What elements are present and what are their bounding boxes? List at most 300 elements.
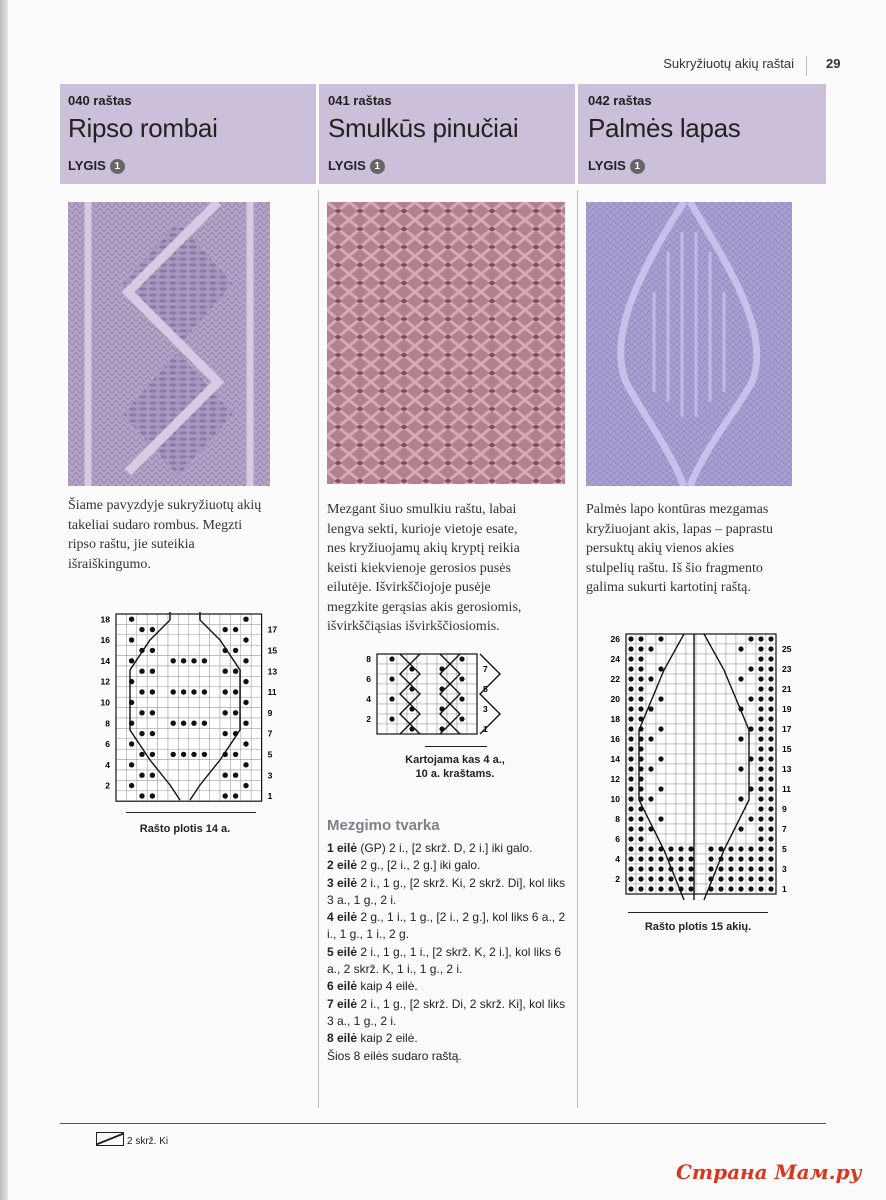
chart-cell [189,614,199,624]
chart-cell [716,634,726,644]
purl-dot [638,826,643,831]
step-text: Šios 8 eilės sudaro raštą. [327,1048,462,1063]
purl-dot [748,856,753,861]
purl-dot [150,627,155,632]
purl-dot [758,776,763,781]
chart-cell [646,834,656,844]
purl-dot [222,710,227,715]
purl-dot [738,766,743,771]
chart-cell [676,774,686,784]
chart-cell [676,814,686,824]
chart-cell [676,734,686,744]
purl-dot [768,746,773,751]
purl-dot [638,676,643,681]
row-number: 13 [782,764,792,774]
chart-cell [251,666,261,676]
chart-cell [656,654,666,664]
chart-cell [716,804,726,814]
chart-cell [189,635,199,645]
chart-cell [666,814,676,824]
purl-dot [758,826,763,831]
chart-cell [377,724,387,734]
chart-cell [716,774,726,784]
purl-dot [233,689,238,694]
chart-cell [158,760,168,770]
purl-dot [658,856,663,861]
chart-cell [251,676,261,686]
purl-dot [222,793,227,798]
chart-cell [210,645,220,655]
chart-cell [656,824,666,834]
row-number: 24 [610,654,620,664]
purl-dot [150,689,155,694]
chart-cell [726,754,736,764]
purl-dot [191,658,196,663]
instruction-step [327,840,572,857]
chart-cell [210,791,220,801]
level-label: LYGIS [68,158,106,173]
purl-dot [139,689,144,694]
chart-cell [696,764,706,774]
chart-cell [210,614,220,624]
chart-grid [101,614,278,801]
chart-cell [666,674,676,684]
chart-cell [746,734,756,744]
chart-cell [210,749,220,759]
chart-cell [168,728,178,738]
purl-dot [628,666,633,671]
purl-dot [768,836,773,841]
chart-cell [746,764,756,774]
chart-cell [137,614,147,624]
chart-cell [116,718,126,728]
chart-cell [158,676,168,686]
purl-dot [648,856,653,861]
chart-cell [706,664,716,674]
instruction-step [327,996,572,1031]
chart-cell [137,760,147,770]
chart-cell [168,635,178,645]
chart-cell [726,724,736,734]
purl-dot [648,646,653,651]
chart-cell [116,624,126,634]
chart-cell [158,739,168,749]
chart-cell [666,734,676,744]
purl-dot [243,616,248,621]
chart-cell [696,674,706,684]
row-number: 7 [267,728,273,739]
purl-dot [758,696,763,701]
purl-dot [628,816,633,821]
purl-dot [191,689,196,694]
purl-dot [768,806,773,811]
purl-dot [658,636,663,641]
chart-cell [116,708,126,718]
chart-cell [199,760,209,770]
chart-cell [158,635,168,645]
row-number: 5 [267,749,273,760]
instruction-step [327,978,572,995]
purl-dot [233,752,238,757]
chart-cell [427,674,437,684]
description-line: stulpelių raštu. Iš šio fragmento [586,560,763,576]
description-line: galima sukurti kartotinį raštą. [586,580,751,595]
instruction-step [327,857,572,874]
purl-dot [758,876,763,881]
chart-cell [230,760,240,770]
chart-cell [116,739,126,749]
chart-cell [241,770,251,780]
chart-cell [158,656,168,666]
step-label: 2 eilė [327,858,358,873]
purl-dot [758,786,763,791]
purl-dot [233,668,238,673]
page-spine [0,0,8,1200]
purl-dot [628,736,633,741]
description-line: Šiame pavyzdyje sukryžiuotų akių [68,498,262,513]
purl-dot [748,886,753,891]
chart-cell [706,694,716,704]
row-number: 4 [105,759,110,770]
chart-cell [251,760,261,770]
chart-cell [158,708,168,718]
chart-cell [377,664,387,674]
purl-dot [768,696,773,701]
chart-cell [178,645,188,655]
purl-dot [768,816,773,821]
chart-cell [158,697,168,707]
chart-cell [646,754,656,764]
chart-cell [178,676,188,686]
chart-cell [726,804,736,814]
column-divider [577,190,578,1108]
chart-cell [726,784,736,794]
chart-cell [387,704,397,714]
chart-cell [199,791,209,801]
chart-cell [168,739,178,749]
chart-cell [746,654,756,664]
chart-cell [706,714,716,724]
chart-cell [726,774,736,784]
purl-dot [459,696,464,701]
purl-dot [748,696,753,701]
description-line: Mezgant šiuo smulkiu raštu, labai [327,502,517,517]
symbol-legend [96,1132,168,1147]
chart-cell [676,824,686,834]
chart-cell [158,749,168,759]
purl-dot [628,876,633,881]
description-line: kryžiuojant akis, lapas – paprastu [586,521,774,537]
chart-cell [656,734,666,744]
chart-cell [746,644,756,654]
purl-dot [768,666,773,671]
purl-dot [628,726,633,731]
chart-cell [427,724,437,734]
chart-cell [696,774,706,784]
purl-dot [678,856,683,861]
purl-dot [638,886,643,891]
cross-symbol-icon [96,1132,124,1146]
purl-dot [181,752,186,757]
chart-cell [147,718,157,728]
chart-cell [126,749,136,759]
purl-dot [658,876,663,881]
chart-cell [189,770,199,780]
chart-cell [736,634,746,644]
chart-cell [696,884,706,894]
knit-photo-042 [586,202,792,486]
purl-dot [233,710,238,715]
row-number: 3 [782,864,787,874]
purl-dot [139,627,144,632]
purl-dot [170,752,175,757]
stitch-chart-040 [90,610,290,810]
caption-line: Rašto plotis 14 a. [139,823,231,835]
chart-cell [666,684,676,694]
chart-cell [726,664,736,674]
purl-dot [768,766,773,771]
step-text: 2 i., 1 g., 1 i., [2 skrž. K, 2 i.], kol liks 6 a., 2 skrž. K, 1 i., 1 g., 2 i. [327,944,562,977]
chart-cell [126,791,136,801]
purl-dot [638,816,643,821]
purl-dot [708,846,713,851]
chart-cell [676,794,686,804]
purl-dot [150,772,155,777]
chart-cell [736,684,746,694]
chart-cell [736,724,746,734]
chart-cell [199,708,209,718]
purl-dot [758,636,763,641]
chart-cell [199,645,209,655]
chart-cell [716,714,726,724]
purl-dot [648,876,653,881]
chart-cell [241,728,251,738]
purl-dot [202,720,207,725]
row-number: 1 [267,791,273,802]
chart-cell [726,764,736,774]
chart-cell [178,739,188,749]
row-number: 13 [267,666,278,677]
legend-label: 2 skrž. Ki [127,1136,169,1147]
chart-cell [147,656,157,666]
row-number: 11 [267,687,277,698]
chart-cell [377,694,387,704]
purl-dot [150,793,155,798]
purl-dot [139,752,144,757]
chart-cell [467,654,477,664]
purl-dot [768,706,773,711]
row-number: 26 [610,634,620,644]
step-text: kaip 4 eilė. [357,979,418,994]
purl-dot [648,886,653,891]
chart-cell [251,635,261,645]
chart-cell [220,697,230,707]
purl-dot [738,846,743,851]
description-line: Palmės lapo kontūras mezgamas [586,502,769,517]
chart-cell [656,744,666,754]
purl-dot [728,866,733,871]
purl-dot [139,772,144,777]
purl-dot [758,646,763,651]
chart-cell [251,780,261,790]
purl-dot [628,686,633,691]
purl-dot [459,656,464,661]
chart-cell [696,864,706,874]
chart-cell [676,714,686,724]
purl-dot [150,648,155,653]
purl-dot [728,886,733,891]
chart-cell [726,714,736,724]
chart-cell [126,708,136,718]
chart-cell [706,804,716,814]
chart-cell [656,764,666,774]
chart-cell [147,780,157,790]
chart-cell [116,770,126,780]
row-number: 7 [782,824,787,834]
purl-dot [708,866,713,871]
purl-dot [233,772,238,777]
chart-cell [666,724,676,734]
step-text: 2 g., 1 i., 1 g., [2 i., 2 g.], kol liks 6 a., 2 i., 1 g., 1 i., 2 g. [327,910,566,942]
purl-dot [243,783,248,788]
purl-dot [758,856,763,861]
purl-dot [648,676,653,681]
purl-dot [758,766,763,771]
chart-cell [126,645,136,655]
chart-cell [116,791,126,801]
description-line: megzkite gerąsias akis gerosiomis, [327,599,522,615]
chart-cell [696,744,706,754]
chart-cell [726,794,736,804]
purl-dot [688,876,693,881]
row-number: 10 [100,697,110,708]
purl-dot [638,706,643,711]
chart-cell [116,676,126,686]
chart-cell [230,697,240,707]
purl-dot [758,796,763,801]
chart-cell [241,624,251,634]
purl-dot [233,793,238,798]
chart-cell [168,666,178,676]
chart-cell [696,734,706,744]
chart-cell [189,739,199,749]
purl-dot [768,826,773,831]
purl-dot [768,866,773,871]
chart-cell [230,780,240,790]
chart-cell [646,654,656,664]
purl-dot [243,637,248,642]
chart-cell [706,784,716,794]
chart-cell [158,624,168,634]
chart-cell [646,744,656,754]
purl-dot [222,689,227,694]
level-indicator-040 [68,158,125,174]
purl-dot [658,756,663,761]
chart-cell [158,780,168,790]
row-number: 11 [782,784,791,794]
stitch-chart-042 [604,630,804,920]
purl-dot [768,756,773,761]
purl-dot [459,676,464,681]
purl-dot [688,846,693,851]
footer-rule [60,1123,826,1124]
chart-cell [199,614,209,624]
purl-dot [628,886,633,891]
purl-dot [150,752,155,757]
chart-cell [116,728,126,738]
chart-cell [210,728,220,738]
purl-dot [628,846,633,851]
instructions-list [327,840,572,1065]
chart-cell [199,666,209,676]
row-number: 6 [366,674,371,684]
chart-cell [666,714,676,724]
purl-dot [758,836,763,841]
purl-dot [648,796,653,801]
chart-cell [676,674,686,684]
chart-cell [158,728,168,738]
chart-cell [646,664,656,674]
chart-cell [210,624,220,634]
purl-dot [758,816,763,821]
chart-cell [716,694,726,704]
purl-dot [648,866,653,871]
purl-dot [758,756,763,761]
chart-cell [251,718,261,728]
chart-cell [706,764,716,774]
chart-cell [168,770,178,780]
purl-dot [628,866,633,871]
purl-dot [668,876,673,881]
purl-dot [222,772,227,777]
step-label: 6 eilė [327,979,358,994]
purl-dot [181,689,186,694]
purl-dot [738,876,743,881]
row-number: 18 [610,714,620,724]
purl-dot [768,646,773,651]
chart-cell [178,624,188,634]
chart-cell [199,728,209,738]
chart-cell [716,784,726,794]
chart-cell [736,834,746,844]
purl-dot [648,766,653,771]
purl-dot [748,846,753,851]
width-arrow [126,812,256,813]
chart-cell [656,794,666,804]
chart-cell [656,644,666,654]
chart-cell [199,697,209,707]
description-line: ripso raštu, jie suteikia [68,537,195,552]
chart-cell [168,624,178,634]
instructions-title: Mezgimo tvarka [327,817,440,834]
chart-cell [716,754,726,764]
purl-dot [202,658,207,663]
chart-cell [726,734,736,744]
chart-cell [656,804,666,814]
chart-cell [666,634,676,644]
chart-cell [467,704,477,714]
purl-dot [768,716,773,721]
purl-dot [129,762,134,767]
chart-cell [116,614,126,624]
row-number: 15 [782,744,792,754]
chart-cell [251,624,261,634]
chart-cell [746,824,756,834]
purl-dot [150,731,155,736]
chart-cell [126,770,136,780]
purl-dot [139,793,144,798]
chart-cell [158,687,168,697]
